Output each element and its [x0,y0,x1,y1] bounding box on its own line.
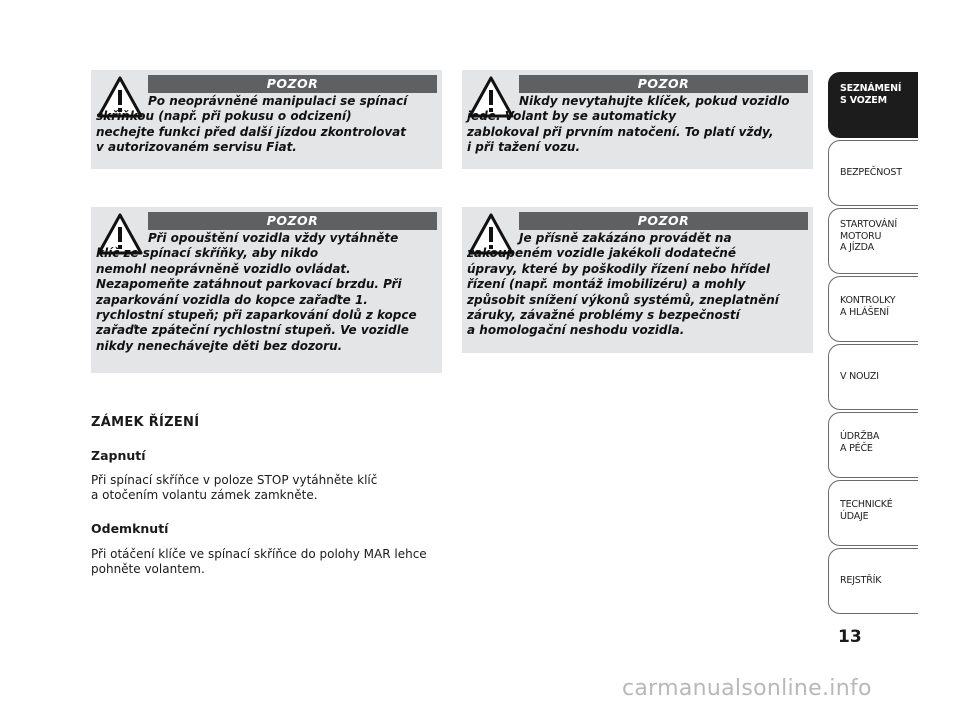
tab-label: TECHNICKÉ ÚDAJE [840,499,893,522]
warning-header: POZOR [148,212,437,230]
warning-text: Nikdy nevytahujte klíček, pokud vozidlo jede. Volant by se automaticky zablokoval při prvním natočení. To platí vždy, i při tažení vozu. [467,94,790,155]
page-number: 13 [838,627,862,647]
tab-v-nouzi[interactable] [828,344,918,410]
tab-label: ÚDRŽBA A PÉČE [840,431,880,454]
subsection-title-off: Odemknutí [91,521,169,536]
section-title: ZÁMEK ŘÍZENÍ [91,415,200,430]
tab-seznameni[interactable] [828,72,918,138]
tab-label: STARTOVÁNÍ MOTORU A JÍZDA [840,219,897,253]
warning-header: POZOR [519,75,808,93]
tab-label: KONTROLKY A HLÁŠENÍ [840,295,896,318]
tab-label: SEZNÁMENÍ S VOZEM [840,83,902,106]
tab-technicke-udaje[interactable] [828,480,918,546]
tab-label: BEZPEČNOST [840,167,902,178]
warning-header: POZOR [148,75,437,93]
tab-startovani[interactable] [828,208,918,274]
warning-box-4 [462,207,813,353]
tab-kontrolky[interactable] [828,276,918,342]
subsection-text-off: Při otáčení klíče ve spínací skříňce do polohy MAR lehce pohněte volantem. [91,547,427,577]
warning-box-2 [462,70,813,169]
warning-text: Je přísně zakázáno provádět na zakoupeném vozidle jakékoli dodatečné úpravy, které by poškodily řízení nebo hřídel řízení (např. montáž imobilizéru) a mohly způsobit snížení výkonů systémů, zneplatnění záruky, závažné problémy s bezpečností a homologační neshodu vozidla. [467,231,779,338]
warning-box-3 [91,207,442,373]
tab-udrzba[interactable] [828,412,918,478]
subsection-title-on: Zapnutí [91,448,146,463]
warning-header: POZOR [519,212,808,230]
warning-text: Po neoprávněné manipulaci se spínací skříňkou (např. při pokusu o odcizení) nechejte funkci před další jízdou zkontrolovat v autorizovaném servisu Fiat. [96,94,408,155]
tab-label: REJSTŘÍK [840,575,882,586]
tab-bezpecnost[interactable] [828,140,918,206]
warning-text: Při opouštění vozidla vždy vytáhněte klíč ze spínací skříňky, aby nikdo nemohl neoprávněně vozidlo ovládat. Nezapomeňte zatáhnout parkovací brzdu. Při zaparkování vozidla do kopce zařaďte 1. rychlostní stupeň; při zaparkování dolů z kopce zařaďte zpáteční rychlostní stupeň. Ve vozidle nikdy nenechávejte děti bez dozoru. [96,231,417,353]
watermark: carmanualsonline.info [622,676,872,701]
tab-label: V NOUZI [840,371,879,382]
tab-rejstrik[interactable] [828,548,918,614]
subsection-text-on: Při spínací skříňce v poloze STOP vytáhněte klíč a otočením volantu zámek zamkněte. [91,473,378,503]
warning-box-1 [91,70,442,169]
